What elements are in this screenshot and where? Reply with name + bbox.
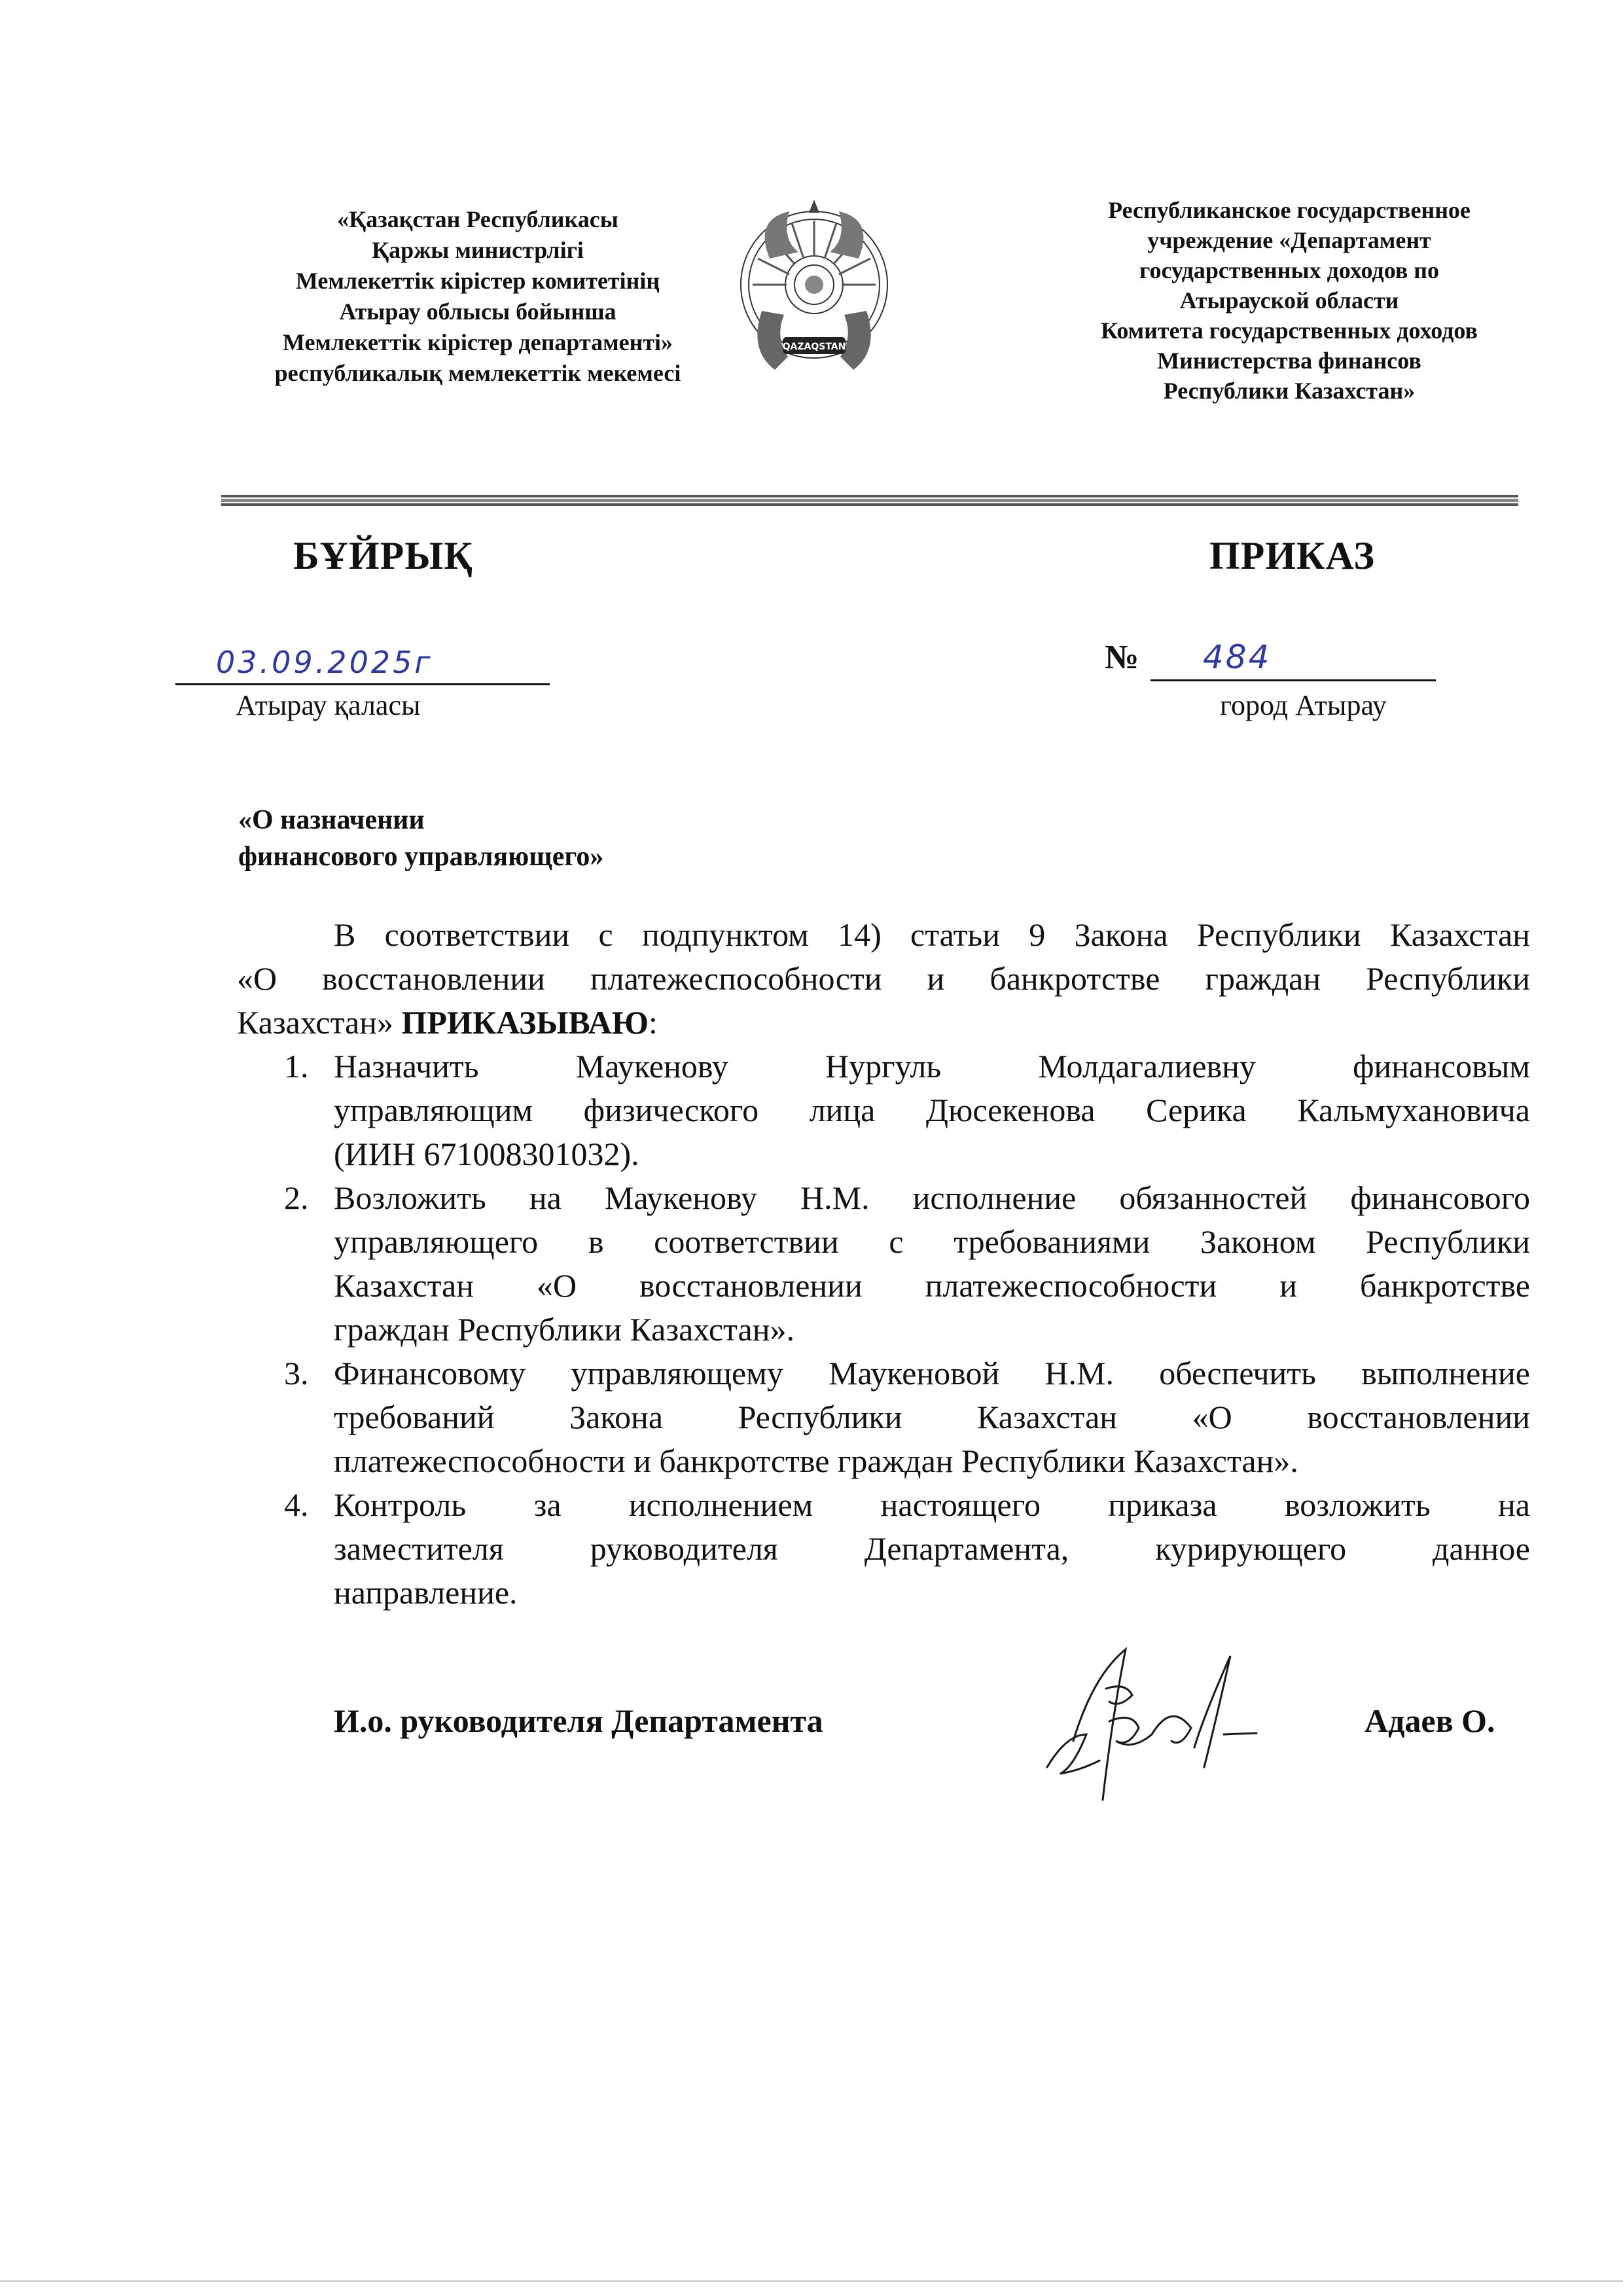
header-kz-line: республикалық мемлекеттік мекемесі <box>274 360 681 386</box>
signatory-role: И.о. руководителя Департамента <box>334 1702 823 1739</box>
item-number: 4. <box>284 1486 309 1523</box>
header-kz-line: Мемлекеттік кірістер комитетінің <box>295 268 660 294</box>
intro-line: «О восстановлении платежеспособности и банкротстве граждан Республики <box>237 960 1530 997</box>
item-line: (ИИН 671008301032). <box>334 1136 639 1172</box>
item-line: Контроль за исполнением настоящего приказа возложить на <box>334 1486 1530 1523</box>
header-ru-line: Республиканское государственное <box>1108 197 1471 223</box>
header-ru-line: Комитета государственных доходов <box>1101 317 1478 344</box>
item-line: Финансовому управляющему Маукеновой Н.М. обеспечить выполнение <box>334 1355 1530 1391</box>
item-line: заместителя руководителя Департамента, курирующего данное <box>334 1530 1530 1567</box>
header-ru-line: государственных доходов по <box>1139 257 1439 283</box>
order-item <box>237 1045 1530 1176</box>
order-item <box>237 1176 1530 1352</box>
header-kazakh <box>209 204 746 389</box>
signatory-name: Адаев О. <box>1364 1702 1495 1739</box>
item-number: 1. <box>284 1048 309 1085</box>
header-kz-line: Мемлекеттік кірістер департаменті» <box>282 329 673 355</box>
item-number: 2. <box>284 1179 309 1216</box>
item-line: направление. <box>334 1574 518 1611</box>
header-kz-line: «Қазақстан Республикасы <box>337 206 618 232</box>
scan-edge-line <box>0 2280 1623 2282</box>
header-ru-line: Министерства финансов <box>1157 348 1421 374</box>
title-kazakh: БҰЙРЫҚ <box>293 534 473 577</box>
header-russian <box>1021 195 1558 406</box>
order-item <box>237 1352 1530 1483</box>
item-line: управляющего в соответствии с требованиями Законом Республики <box>334 1223 1530 1260</box>
header-kz-line: Қаржы министрлігі <box>372 237 584 263</box>
intro-text: Казахстан» <box>237 1004 393 1041</box>
subject-line: «О назначении <box>238 805 425 835</box>
order-subject <box>238 802 603 875</box>
intro-line: В соответствии с подпунктом 14) статьи 9 Закона Республики Казахстан <box>334 916 1530 953</box>
order-item <box>237 1483 1530 1615</box>
item-number: 3. <box>284 1355 309 1391</box>
emblem-text: QAZAQSTAN <box>782 342 846 352</box>
intro-colon: : <box>649 1004 658 1041</box>
subject-line: финансового управляющего» <box>238 842 604 872</box>
header-ru-line: учреждение «Департамент <box>1147 227 1431 253</box>
item-line: Назначить Маукенову Нургуль Молдагалиевну финансовым <box>334 1048 1530 1085</box>
intro-line-last <box>237 1001 1530 1045</box>
item-line: платежеспособности и банкротстве граждан Республики Казахстан». <box>334 1443 1298 1479</box>
header-divider <box>221 495 1518 507</box>
item-line: Возложить на Маукенову Н.М. исполнение обязанностей финансового <box>334 1179 1530 1216</box>
item-line: требований Закона Республики Казахстан «О восстановлении <box>334 1399 1530 1435</box>
item-line: управляющим физического лица Дюсекенова Серика Кальмухановича <box>334 1092 1530 1128</box>
handwritten-date: 03.09.2025г <box>216 645 433 680</box>
order-body <box>237 913 1530 1615</box>
handwritten-signature <box>1041 1636 1276 1833</box>
city-kazakh: Атырау қаласы <box>236 689 421 721</box>
header-ru-line: Республики Казахстан» <box>1163 378 1416 404</box>
item-line: Казахстан «О восстановлении платежеспособности и банкротстве <box>334 1267 1530 1304</box>
city-russian: город Атырау <box>1220 689 1387 721</box>
handwritten-number: 484 <box>1203 638 1272 676</box>
header-ru-line: Атырауской области <box>1179 287 1399 314</box>
command-word: ПРИКАЗЫВАЮ <box>401 1004 649 1041</box>
date-underline <box>175 683 550 685</box>
state-emblem <box>736 160 893 406</box>
header-kz-line: Атырау облысы бойынша <box>339 298 616 325</box>
item-line: граждан Республики Казахстан». <box>334 1311 794 1348</box>
title-russian: ПРИКАЗ <box>1209 534 1376 577</box>
number-underline <box>1150 679 1436 681</box>
number-sign: № <box>1105 639 1139 676</box>
